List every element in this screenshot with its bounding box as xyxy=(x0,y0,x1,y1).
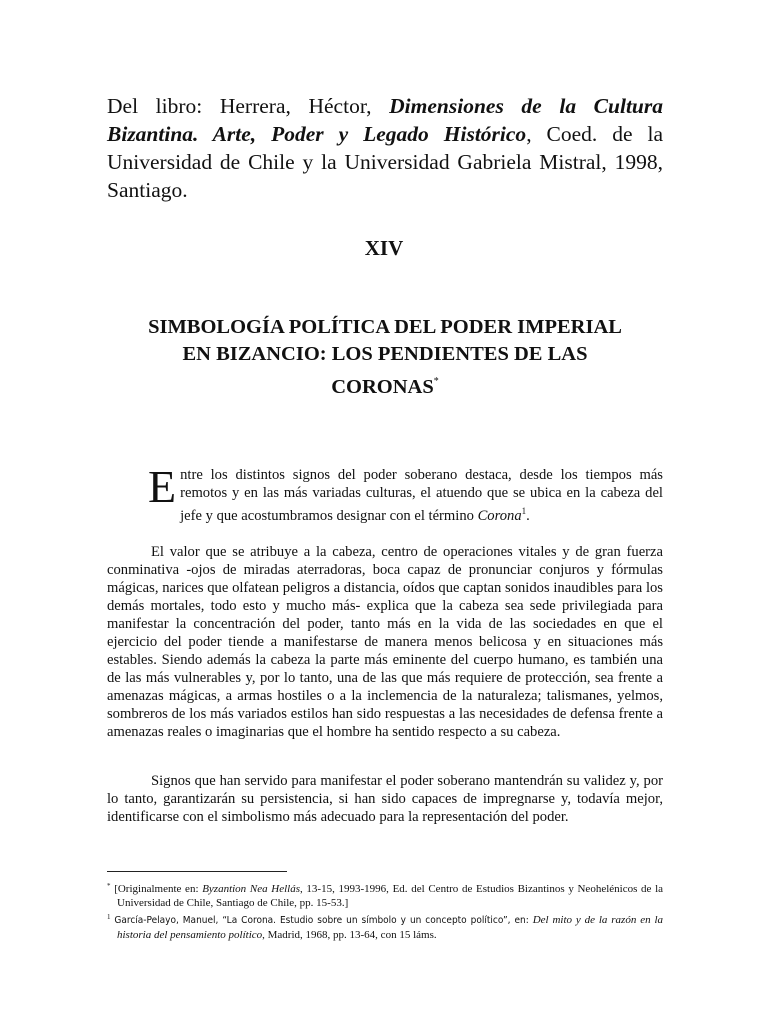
footnote-separator xyxy=(107,871,287,872)
paragraph-1 xyxy=(107,461,663,525)
paragraph-3: Signos que han servido para manifestar el poder soberano mantendrán su validez y, por lo tanto, garantizarán su persistencia, si han sido capaces de impregnarse y, todavía mejor, identificarse con el simbolismo más adecuado para la representación del poder. xyxy=(107,773,663,825)
chapter-title xyxy=(107,314,663,401)
title-footnote-marker: * xyxy=(433,376,439,387)
citation-prefix: Del libro: Herrera, Héctor, xyxy=(107,94,390,118)
drop-cap: E xyxy=(148,461,177,512)
paragraph-2: El valor que se atribuye a la cabeza, centro de operaciones vitales y de gran fuerza conminativa -ojos de miradas aterradoras, boca capaz de pronunciar conjuros y fórmulas mágicas, narices que olfatean peligros a distancia, oídos que captan sonidos inaudibles para los demás mortales, todo esto y mucho más- explica que la cabeza sea sede privilegiada para manifestar la concentración del poder, tanto más en la vida de las sociedades en que el ejercicio del poder tiende a manifestarse de manera menos belicosa y en situaciones más estables. Siendo además la cabeza la parte más eminente del cuerpo humano, es también una de las más vulnerables y, por lo tanto, una de las que más requiere de protección, sea frente a amenazas mágicas, a armas hostiles o a la inclemencia de la naturaleza; talismanes, yelmos, sombreros de los más variados estilos han sido respuestas a las necesidades de defensa frente a amenazas reales o imaginarias que el hombre ha sentido respecto a su cabeza. xyxy=(107,544,663,740)
paragraph-1-italic-word: Corona xyxy=(477,508,522,524)
footnote-text: García-Pelayo, Manuel, “La Corona. Estudio sobre un símbolo y un concepto político”, en: xyxy=(114,915,533,926)
footnote-italic: Del mito y de la razón en la historia del pensamiento político xyxy=(117,914,663,941)
footnote-text: , Madrid, 1968, pp. 13-64, con 15 láms. xyxy=(262,929,437,941)
title-line-1: SIMBOLOGÍA POLÍTICA DEL PODER IMPERIAL xyxy=(148,316,622,338)
paragraph-1-text: ntre los distintos signos del poder soberano destaca, desde los tiempos más remotos y en las más variadas culturas, el atuendo que se ubica en la cabeza del jefe y que acostumbramos designar con el término xyxy=(180,467,663,524)
footnote-marker: * xyxy=(107,882,111,890)
chapter-number: XIV xyxy=(364,236,404,260)
citation-book-title: Dimensiones de la Cultura Bizantina. Arte, Poder y Legado Histórico xyxy=(107,94,664,146)
footnotes xyxy=(107,879,663,942)
footnote-italic: Byzantion Nea Hellás xyxy=(202,883,300,895)
footnote-marker: 1 xyxy=(107,913,111,921)
footnote-text: , 13-15, 1993-1996, Ed. del Centro de Estudios Bizantinos y Neohelénicos de la Universidad de Chile, Santiago de Chile, pp. 15-53.] xyxy=(117,883,664,909)
title-line-2: EN BIZANCIO: LOS PENDIENTES DE LAS xyxy=(182,343,588,365)
footnote-text: [Originalmente en: xyxy=(114,883,203,895)
footnote-ref-1[interactable]: 1 xyxy=(521,506,527,516)
title-line-3: CORONAS xyxy=(331,376,434,398)
footnote-1 xyxy=(107,910,663,942)
book-citation xyxy=(107,92,663,204)
footnote-star xyxy=(107,879,663,910)
citation-suffix: , Coed. de la Universidad de Chile y la Universidad Gabriela Mistral, 1998, Santiago. xyxy=(107,122,663,202)
paragraph-1-end: . xyxy=(526,508,530,524)
